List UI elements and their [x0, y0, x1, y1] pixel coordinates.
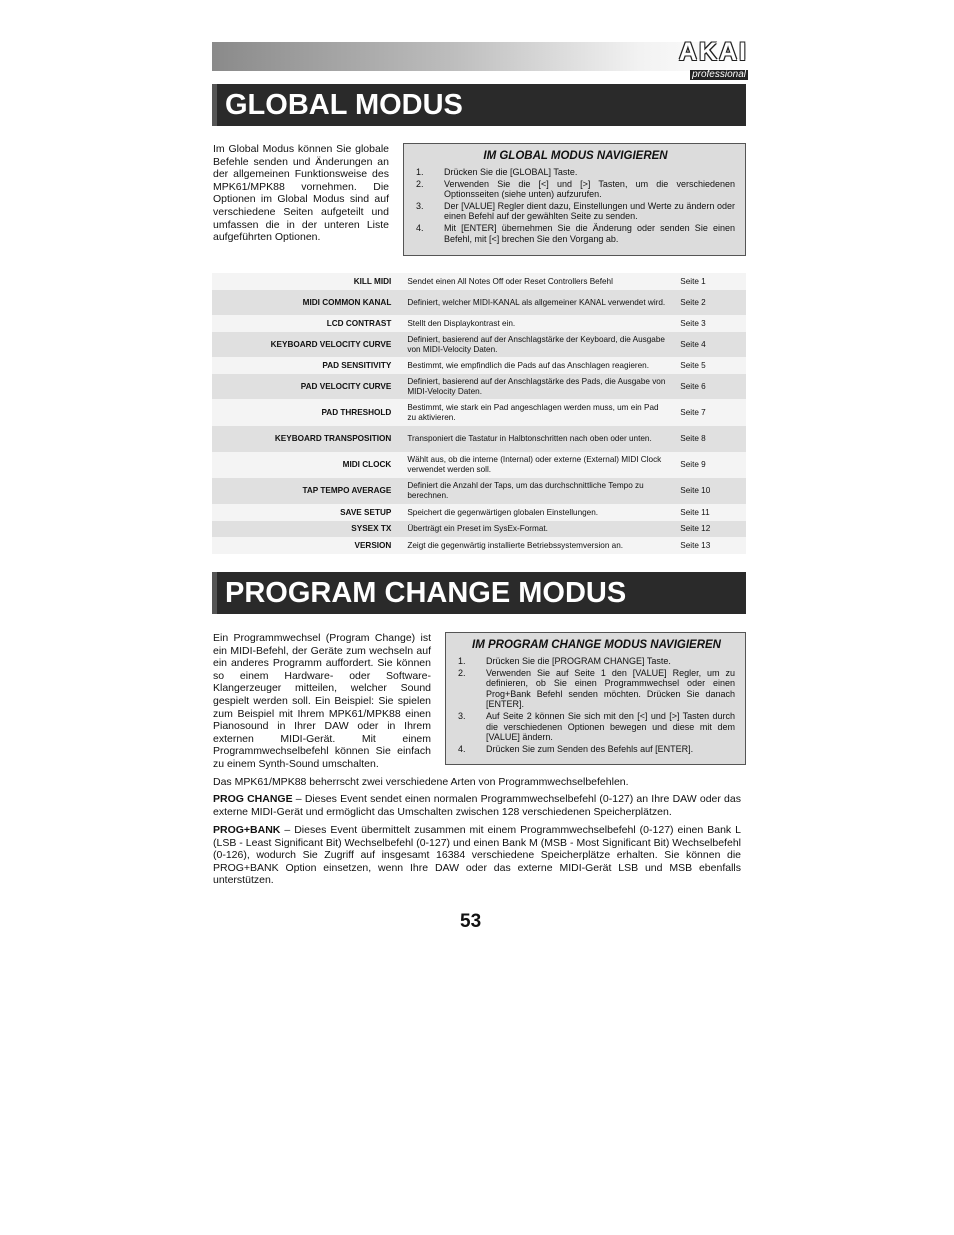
option-page: Seite 2 — [680, 297, 706, 307]
nav-step — [416, 179, 735, 200]
step-number: 4. — [458, 743, 466, 754]
option-name: KEYBOARD VELOCITY CURVE — [270, 339, 392, 349]
step-number: 1. — [416, 167, 424, 177]
option-name: PAD VELOCITY CURVE — [300, 381, 392, 391]
table-row — [212, 426, 746, 452]
option-page: Seite 3 — [680, 318, 706, 328]
nav-step — [458, 711, 735, 743]
table-row — [212, 521, 746, 537]
option-name: LCD CONTRAST — [326, 318, 392, 328]
option-name: VERSION — [354, 540, 392, 550]
step-text: Mit [ENTER] übernehmen Sie die Änderung oder senden Sie einen Befehl, mit [<] brechen Sie den Vorgang ab. — [444, 222, 735, 244]
table-row — [212, 399, 746, 426]
table-row — [212, 452, 746, 478]
option-page: Seite 10 — [680, 486, 711, 496]
program-intro: Ein Programmwechsel (Program Change) ist ein MIDI-Befehl, der Geräte zum wechseln auf ein anderes Programm auffordert. Sie können so einem Hardware- oder Software-Klangerzeuger mitteilen, welcher Sound gespielt werden soll. Ein Beispiel: Sie spielen zum Beispiel mit Ihrem MPK61/MPK88 einen Pianosound in Ihrer DAW oder in Ihrem externen MIDI-Gerät. Mit einem Programmwechselbefehl können Sie einfach zu einem Synth-Sound umschalten. — [213, 632, 431, 770]
page-number: 53 — [460, 911, 482, 932]
option-desc: Zeigt die gegenwärtig installierte Betriebssystemversion an. — [407, 540, 624, 550]
option-desc: Bestimmt, wie empfindlich die Pads auf das Anschlagen reagieren. — [407, 360, 650, 370]
step-number: 2. — [416, 178, 424, 189]
step-text: Drücken Sie die [PROGRAM CHANGE] Taste. — [486, 656, 671, 666]
prog-bank-paragraph — [213, 824, 741, 887]
option-page: Seite 4 — [680, 339, 706, 349]
nav-step — [416, 201, 735, 222]
option-name: SYSEX TX — [351, 524, 392, 534]
option-page: Seite 9 — [680, 460, 706, 470]
nav-step — [458, 744, 735, 755]
logo-brand: AKAI — [678, 38, 748, 66]
option-desc: Überträgt ein Preset im SysEx-Format. — [407, 524, 548, 534]
nav-step — [416, 223, 735, 244]
table-row — [212, 374, 746, 399]
option-name: MIDI COMMON KANAL — [302, 297, 392, 307]
prog-bank-text: – Dieses Event übermittelt zusammen mit einem Programmwechselbefehl (0-127) einen Bank L (LSB - Least Significant Bit) Wechselbefehl (0-127) und einen Bank M (MSB - Most Significant Bit) Wechselbefehl (0-126), wodurch Sie Zugriff auf insgesamt 16384 verschiedene Speicherplätze erhalten. Sie können die PROG+BANK Option einsetzen, wenn Ihre DAW oder das externe MIDI-Gerät LSB und MSB ebenfalls unterstützen. — [213, 824, 741, 887]
option-page: Seite 6 — [680, 381, 706, 391]
option-page: Seite 11 — [680, 507, 710, 517]
option-desc: Wählt aus, ob die interne (Internal) oder externe (External) MIDI Clock verwendet werden soll. — [407, 455, 662, 474]
option-desc: Definiert, welcher MIDI-KANAL als allgemeiner KANAL verwendet wird. — [407, 297, 666, 307]
option-name: PAD THRESHOLD — [321, 407, 392, 417]
step-number: 3. — [458, 710, 466, 721]
table-row — [212, 504, 746, 521]
step-text: Drücken Sie die [GLOBAL] Taste. — [444, 167, 578, 177]
option-page: Seite 12 — [680, 524, 711, 534]
option-desc: Transponiert die Tastatur in Halbtonschritten nach oben oder unten. — [407, 434, 652, 444]
step-text: Auf Seite 2 können Sie sich mit den [<] und [>] Tasten durch die verschiedenen Optionen bewegen und diese mit dem [VALUE] ändern. — [486, 710, 735, 743]
global-section-title — [212, 84, 746, 126]
global-title-text: GLOBAL MODUS — [225, 89, 463, 121]
option-page: Seite 1 — [680, 276, 706, 286]
global-nav-box — [403, 143, 746, 256]
option-page: Seite 7 — [680, 407, 706, 417]
option-desc: Definiert, basierend auf der Anschlagstärke der Keyboard, die Ausgabe von MIDI-Velocity Daten. — [407, 334, 665, 354]
table-row — [212, 537, 746, 554]
option-page: Seite 13 — [680, 540, 711, 550]
nav-step — [416, 167, 735, 178]
step-number: 3. — [416, 200, 424, 211]
step-text: Drücken Sie zum Senden des Befehls auf [ENTER]. — [486, 743, 694, 754]
program-title-text: PROGRAM CHANGE MODUS — [225, 577, 627, 609]
program-summary: Das MPK61/MPK88 beherrscht zwei verschiedene Arten von Programmwechselbefehlen. — [213, 776, 629, 788]
option-desc: Bestimmt, wie stark ein Pad angeschlagen werden muss, um ein Pad zu aktivieren. — [407, 402, 659, 422]
akai-logo — [676, 38, 748, 80]
step-text: Verwenden Sie auf Seite 1 den [VALUE] Regler, um zu definieren, ob Sie einen Programmwechsel oder einen Prog+Bank Befehl senden möchten. Drücken Sie danach [ENTER]. — [486, 667, 735, 710]
step-number: 1. — [458, 656, 466, 666]
option-name: KILL MIDI — [353, 276, 392, 286]
global-nav-list — [416, 167, 735, 244]
option-name: TAP TEMPO AVERAGE — [302, 486, 392, 496]
option-name: KEYBOARD TRANSPOSITION — [274, 434, 392, 444]
option-desc: Stellt den Displaykontrast ein. — [407, 318, 516, 328]
table-row — [212, 273, 746, 290]
prog-change-paragraph — [213, 793, 741, 818]
global-intro: Im Global Modus können Sie globale Befehle senden und Änderungen an der allgemeinen Funktionsweise des MPK61/MPK88 vornehmen. Die Optionen im Global Modus sind auf verschiedene Seiten aufgeteilt und umfassen die in der unteren Liste aufgeführten Optionen. — [213, 143, 389, 244]
prog-change-text: – Dieses Event sendet einen normalen Programmwechselbefehl (0-127) an Ihre DAW oder das externe MIDI-Gerät und ermöglicht das Umschalten zwischen 128 verschiedenen Speicherplätzen. — [213, 793, 741, 818]
header-gradient-bar — [212, 38, 748, 71]
option-name: MIDI CLOCK — [342, 460, 392, 470]
step-text: Der [VALUE] Regler dient dazu, Einstellungen und Werte zu ändern oder einen Befehl auf der gewählten Seite zu senden. — [444, 200, 735, 222]
program-section-title — [212, 572, 746, 614]
option-desc: Speichert die gegenwärtigen globalen Einstellungen. — [407, 507, 599, 517]
option-name: SAVE SETUP — [340, 507, 392, 517]
option-desc: Definiert die Anzahl der Taps, um das durchschnittliche Tempo zu berechnen. — [407, 481, 644, 500]
option-page: Seite 5 — [680, 360, 706, 370]
nav-step — [458, 656, 735, 667]
global-options-table — [212, 273, 746, 554]
table-row — [212, 478, 746, 504]
program-nav-title: IM PROGRAM CHANGE MODUS NAVIGIEREN — [472, 639, 721, 651]
option-desc: Sendet einen All Notes Off oder Reset Controllers Befehl — [407, 276, 613, 286]
global-nav-title: IM GLOBAL MODUS NAVIGIEREN — [483, 150, 668, 162]
table-row — [212, 332, 746, 357]
step-number: 4. — [416, 222, 424, 233]
nav-step — [458, 668, 735, 710]
step-number: 2. — [458, 667, 466, 678]
prog-bank-label: PROG+BANK — [213, 824, 281, 836]
table-row — [212, 357, 746, 374]
step-text: Verwenden Sie die [<] und [>] Tasten, um die verschiedenen Optionsseiten (siehe unten) aufzurufen. — [444, 178, 735, 200]
table-row — [212, 290, 746, 315]
program-nav-box — [445, 632, 746, 765]
program-nav-list — [458, 656, 735, 754]
option-desc: Definiert, basierend auf der Anschlagstärke des Pads, die Ausgabe von MIDI-Velocity Daten. — [407, 376, 666, 396]
logo-sub: professional — [692, 69, 746, 80]
prog-change-label: PROG CHANGE — [213, 793, 293, 805]
table-row — [212, 315, 746, 332]
option-name: PAD SENSITIVITY — [322, 360, 392, 370]
option-page: Seite 8 — [680, 434, 706, 444]
